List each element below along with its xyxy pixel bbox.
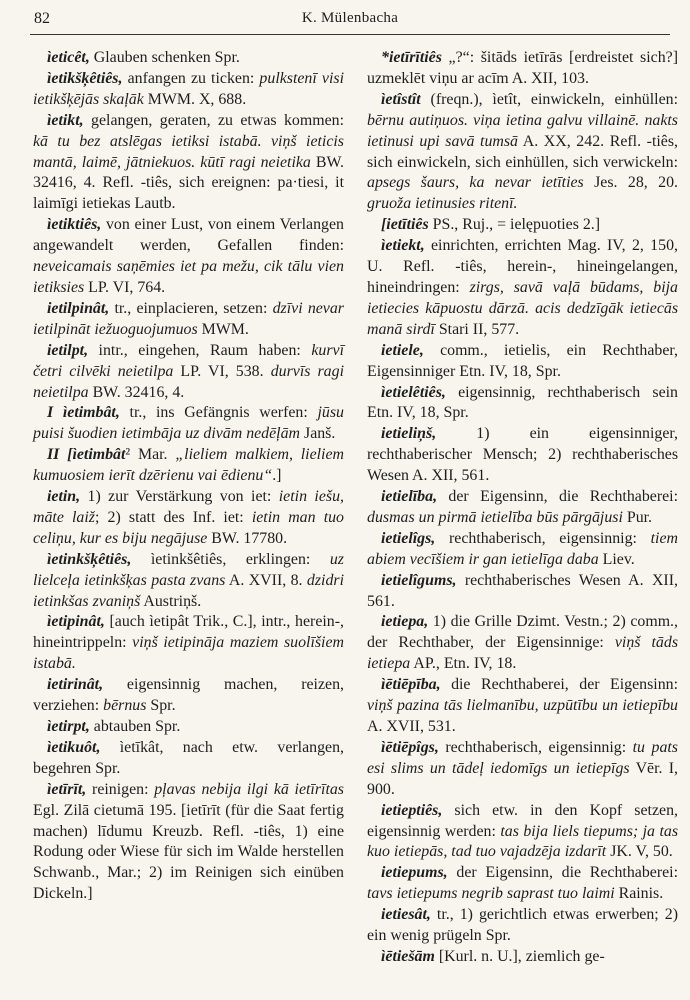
entry-headword: ietieliņš, — [381, 425, 437, 443]
entry-text: BW. 32416, 4. — [88, 383, 185, 401]
entry-example: bērnu autiņuos. viņa ietina galvu villainē. nakts ietinusi upi savā tumsā — [367, 111, 678, 150]
entry-headword: ìetielêtiês, — [381, 383, 446, 401]
entry-headword: ietieptiês, — [381, 801, 443, 819]
entry-text: rechthaberisch, eigensinnig: — [438, 738, 633, 756]
page-number: 82 — [34, 10, 50, 27]
dictionary-entry — [366, 947, 678, 968]
entry-text: intr., eingehen, Raum haben: — [88, 341, 312, 359]
entry-headword: *ietīrītiês — [381, 49, 442, 66]
entry-example: apsegs šaurs, ka nevar ietīties — [367, 174, 584, 192]
entry-text: ìetīkât, nach etw. verlangen, begehren Spr. — [33, 738, 344, 777]
dictionary-entry — [32, 341, 344, 404]
entry-example: ietin iešu, māte laiž — [33, 488, 344, 526]
dictionary-entry — [366, 487, 678, 529]
entry-text: A. XVII, 531. — [367, 718, 456, 735]
entry-text: Janš. — [300, 425, 336, 443]
entry-text: 1) zur Verstärkung von iet: — [80, 488, 279, 506]
dictionary-entry — [32, 69, 344, 111]
entry-example: jūsu puisi šuodien ietimbāja uz divām nedēļām — [33, 404, 344, 443]
dictionary-entry — [366, 90, 678, 215]
entry-example: kurvī četri cilvēki neietilpa — [33, 341, 344, 380]
entry-headword: ìētiēpība, — [381, 676, 441, 694]
entry-text: Austriņš. — [140, 592, 202, 610]
entry-headword: ìetirpt, — [47, 718, 90, 735]
entry-example: durvīs ragi neietilpa — [33, 362, 344, 401]
entry-example: viņš tāds ietiepa — [367, 634, 678, 673]
entry-example: dusmas un pirmā ietielība būs pārgājusi — [367, 508, 623, 526]
entry-text: gelangen, geraten, zu etwas kommen: — [83, 111, 344, 129]
dictionary-entry — [32, 717, 344, 738]
entry-text: Rainis. — [614, 885, 664, 903]
entry-text: comm., ietielis, ein Rechthaber, Eigensinniger Etn. IV, 18, Spr. — [367, 341, 678, 380]
entry-text: 1) die Grille Dzimt. Vestn.; 2) comm., der Rechthaber, der Eigensinnige: — [367, 613, 678, 652]
dictionary-entry — [32, 299, 344, 341]
entry-headword: ietilpinât, — [47, 299, 110, 317]
dictionary-entry — [32, 675, 344, 717]
entry-text: rechthaberisch, eigensinnig: — [435, 529, 651, 547]
dictionary-entry — [32, 48, 344, 69]
dictionary-entry — [366, 571, 678, 613]
dictionary-entry — [366, 529, 678, 571]
dictionary-entry — [366, 215, 678, 236]
dictionary-entry — [32, 780, 344, 905]
entry-text: die Rechthaberei, der Eigensinn: — [440, 676, 678, 694]
dictionary-entry — [366, 48, 678, 90]
entry-text: A. XX, 242. Refl. -tiês, sich einwickeln, sich einhüllen, sich verwickeln: — [367, 132, 678, 171]
entry-example: dzidri ietinkšas zvaniņš — [33, 571, 344, 610]
entry-example: „lieliem malkiem, lieliem kumuosiem ierīt dzērienu vai ēdienu“ — [33, 446, 344, 485]
dictionary-entry — [32, 738, 344, 780]
entry-headword: ìetinkšķêtiês, — [47, 550, 132, 568]
entry-text: [auch ìetipât Trik., C.], intr., herein-, hineintrippeln: — [33, 613, 344, 652]
entry-headword: ietilpt, — [47, 341, 89, 359]
entry-headword: ietiepa, — [381, 613, 429, 631]
entry-example: tavs ietiepums negrib saprast tuo laimi — [367, 885, 615, 903]
entry-text: LP. VI, 538. — [173, 362, 271, 380]
entry-text: reinigen: — [86, 780, 155, 798]
dictionary-entry — [366, 905, 678, 947]
entry-example: tiem abiem vecīšiem ir gan ietielīga daba — [367, 529, 678, 568]
entry-headword: ìetîstît — [381, 90, 421, 108]
entry-text: eigensinnig, rechthaberisch sein Etn. IV, 18, Spr. — [367, 383, 678, 422]
running-title: K. Mülenbacha — [301, 10, 399, 26]
dictionary-entry — [32, 403, 344, 445]
entry-text: PS., Ruj., = ielępuoties 2.] — [428, 216, 601, 234]
dictionary-entry — [366, 236, 678, 341]
entry-text: ; 2) statt des Inf. iet: — [94, 508, 252, 526]
entry-text: [Kurl. n. U.], ziemlich ge- — [434, 947, 605, 965]
entry-text: der Eigensinn, die Rechthaberei: — [447, 864, 678, 882]
entry-example: pulkstenī visi ietikšķējās skaļāk — [33, 69, 344, 108]
left-column — [32, 48, 344, 905]
entry-text: ² Mar. — [125, 446, 176, 464]
entry-headword: ìetiktiês, — [47, 216, 102, 234]
entry-text: JK. V, 50. — [606, 843, 673, 861]
entry-example: zirgs, savā vaļā būdams, bija ietiecies kāpuostu dārzā. acis dedzīgāk ietiecās manā sirdī — [367, 278, 678, 338]
entry-example: dzīvi nevar ietilpināt iežuoguojumuos — [33, 299, 344, 338]
entry-text: einrichten, errichten Mag. IV, 2, 150, U. Refl. -tiês, herein-, hineingelangen, hineindringen: — [367, 237, 678, 296]
entry-text: AP., Etn. IV, 18. — [410, 655, 517, 673]
entry-headword: ietielība, — [381, 488, 438, 506]
entry-text: Pur. — [622, 508, 653, 526]
dictionary-entry — [366, 612, 678, 675]
entry-text: der Eigensinn, die Rechthaberei: — [437, 488, 678, 506]
dictionary-entry — [366, 863, 678, 905]
entry-headword: ietielîgums, — [381, 571, 457, 589]
entry-headword: ietin, — [47, 488, 81, 506]
entry-text: .] — [272, 467, 282, 485]
entry-headword: I ìetimbât, — [47, 404, 120, 422]
entry-headword: ìetīrīt, — [47, 780, 87, 798]
header-rule — [30, 34, 670, 35]
entry-example: ietin man tuo celiņu, kur es biju negājuse — [33, 508, 345, 547]
dictionary-entry — [32, 612, 344, 675]
entry-text: eigensinnig machen, reizen, verziehen: — [33, 676, 344, 715]
right-column — [366, 48, 678, 968]
entry-headword: ietirinât, — [47, 676, 104, 694]
dictionary-entry — [366, 675, 678, 738]
entry-example: tas bija liels tiepums; ja tas kuo ietiepās, tad tuo vajadzēja izdarīt — [367, 822, 678, 861]
entry-example: pļavas nebija ilgi kā ietīrītas — [154, 780, 344, 798]
entry-headword: ìetikt, — [47, 111, 84, 129]
entry-text: von einer Lust, von einem Verlangen angewandelt werden, Gefallen finden: — [33, 216, 344, 255]
entry-text: Egl. Zilā cietumā 195. [ietīrīt (für die Saat fertig machen) līdumu Kreuzb. Refl. -tiês, 1) eine Rodung oder Wiese für sich im Walde herstellen Schwanb., Mar.; 2) im Reinigen sich einüben Dickeln.] — [33, 801, 344, 903]
entry-headword: [ietītiês — [381, 216, 429, 234]
page-header — [30, 6, 670, 32]
entry-text: „?“: šitāds ietīrās [erdreistet sich?] uzmeklēt viņu ar acīm — [367, 49, 678, 87]
entry-text: BW. 17780. — [207, 529, 288, 547]
entry-text: LP. VI, 764. — [84, 278, 166, 296]
entry-headword: ietiesât, — [381, 906, 431, 924]
dictionary-entry — [32, 445, 344, 487]
entry-text: Jes. 28, 20. — [583, 174, 678, 192]
entry-headword: ìētiešām — [381, 947, 435, 965]
entry-headword: ìetikšķêtiês, — [47, 69, 123, 87]
entry-headword: ietiele, — [381, 341, 424, 359]
entry-text: Stari II, 577. — [434, 320, 520, 338]
entry-text: (freqn.), ìetît, einwickeln, einhüllen: — [420, 90, 678, 108]
entry-example: bērnus — [103, 697, 147, 715]
entry-text: tr., ins Gefängnis werfen: — [119, 404, 318, 422]
entry-text: tr., 1) gerichtlich etwas erwerben; 2) ein wenig prügeln Spr. — [367, 906, 678, 945]
entry-headword: ietielîgs, — [381, 529, 436, 547]
entry-text: MWM. X, 688. — [143, 90, 247, 108]
entry-text: Liev. — [598, 550, 635, 568]
entry-text: A. XVII, 8. — [225, 571, 307, 589]
entry-text: tr., einplacieren, setzen: — [109, 299, 273, 317]
entry-text: Vēr. I, 900. — [367, 759, 679, 798]
entry-text: Glauben schenken Spr. — [89, 49, 240, 66]
entry-example: neveicamais saņēmies iet pa mežu, cik tālu vien ietiksies — [33, 258, 344, 296]
entry-headword: ìētiēpîgs, — [381, 738, 439, 756]
entry-text: abtauben Spr. — [89, 718, 181, 735]
dictionary-entry — [366, 424, 678, 487]
entry-example: viņš ietipināja maziem suolīšiem istabā. — [33, 634, 344, 673]
dictionary-entry — [32, 487, 344, 550]
dictionary-entry — [366, 341, 678, 383]
entry-headword: ìetikuôt, — [47, 738, 101, 756]
entry-headword: II [ìetimbât — [47, 446, 126, 464]
entry-example: uz lielceļa ietinkšķas pasta zvans — [33, 550, 344, 589]
dictionary-entry — [366, 738, 678, 801]
entry-text: rechthaberisches Wesen A. XII, 561. — [367, 571, 678, 610]
entry-text: Spr. — [146, 697, 176, 715]
entry-text: sich etw. in den Kopf setzen, eigensinnig werden: — [367, 801, 678, 840]
entry-text: BW. 32416, 4. Refl. -tiês, sich ereignen: pa·tiesi, it laimīgi ietiekas Lautb. — [33, 153, 344, 213]
entry-text: 1) ein eigensinniger, rechthaberischer Mensch; 2) rechthaberisches Wesen A. XII, 561. — [367, 425, 678, 485]
dictionary-entry — [366, 801, 678, 864]
entry-headword: ìeticêt, — [47, 49, 90, 66]
entry-example: viņš pazina tās lielmanību, uzpūtību un ietiepību — [367, 697, 678, 715]
entry-text: anfangen zu ticken: — [122, 69, 260, 87]
entry-text: MWM. — [197, 320, 249, 338]
entry-headword: ìetipinât, — [47, 613, 105, 631]
entry-example: gruoža ietinusies ritenī. — [367, 195, 518, 213]
entry-example: tu pats esi slims un tādeļ iedomīgs un ietiepīgs — [367, 738, 678, 777]
entry-text: A. XII, 103. — [508, 69, 589, 87]
entry-text: ìetinkšêtiês, erklingen: — [131, 550, 330, 568]
dictionary-entry — [32, 215, 344, 299]
dictionary-entry — [32, 550, 344, 613]
dictionary-entry — [32, 111, 344, 216]
entry-headword: ietiepums, — [381, 864, 448, 882]
entry-example: kā tu bez atslēgas ietiksi istabā. viņš ieticis mantā, laimē, jātniekuos. kūtī ragi neietika — [33, 132, 344, 171]
entry-headword: ìetiekt, — [381, 237, 425, 255]
dictionary-entry — [366, 383, 678, 425]
